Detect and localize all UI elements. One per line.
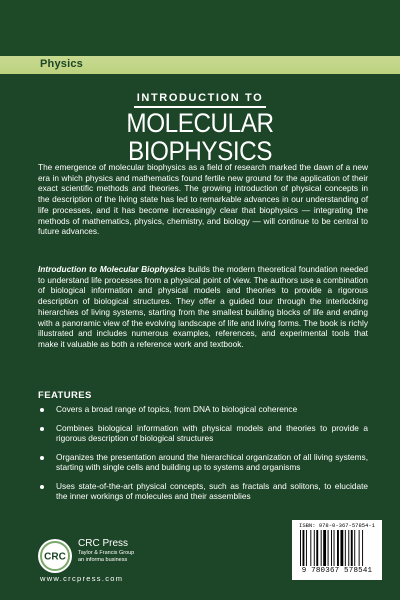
barcode-bar <box>331 530 332 566</box>
barcode-bar <box>303 530 305 566</box>
barcode-bar <box>314 530 315 566</box>
barcode-bar <box>348 530 349 566</box>
bullet-icon <box>40 427 44 431</box>
feature-item <box>38 404 368 415</box>
barcode-bars-icon <box>300 530 374 566</box>
publisher-group: Taylor & Francis Group <box>78 550 135 556</box>
barcode-bar <box>362 530 363 566</box>
barcode-bar <box>316 530 318 566</box>
description-text: builds the modern theoretical foundation needed to understand life processes from a physical point of view. The authors use a combination of biological information and physical models and theories to provide a rigorous description of biological structures. They offer a guided tour through the interlocking hierarchies of living systems, starting from the smallest building blocks of life and ending with a panoramic view of the evolving landscape of life and living forms. The book is richly illustrated and includes numerous examples, references, and experimental tools that make it valuable as both a reference work and textbook. <box>38 264 368 349</box>
publisher-subtitle <box>78 550 134 564</box>
feature-item <box>38 423 368 444</box>
book-title <box>0 92 400 164</box>
barcode-bar <box>351 530 353 566</box>
barcode-bar <box>300 530 301 566</box>
crc-logo-icon <box>36 537 74 575</box>
title-line-3: BIOPHYSICS <box>127 135 273 166</box>
isbn-label: ISBN: 978-0-367-57854-1 <box>299 522 375 529</box>
intro-paragraph: The emergence of molecular biophysics as a field of research marked the dawn of a new era in which physics and mathematics found fertile new ground for the application of their exact scientific methods and theories. The growing introduction of physical concepts in the description of the living state has led to remarkable advances in our understanding of life processes, and it has become increasingly clear that biophysics — integrating the methods of mathematics, physics, chemistry, and biology — will continue to be central to future advances. <box>38 162 368 237</box>
feature-list <box>38 404 368 510</box>
publisher-name: CRC Press <box>78 538 129 549</box>
feature-text: Combines biological information with physical models and theories to provide a rigorous description of biological structures <box>56 422 368 443</box>
feature-text: Covers a broad range of topics, from DNA to biological coherence <box>56 404 298 414</box>
barcode-bar <box>323 530 326 566</box>
bullet-icon <box>40 485 44 489</box>
barcode-bar <box>337 530 339 566</box>
feature-text: Uses state-of-the-art physical concepts, such as fractals and solitons, to elucidate the inner workings of molecules and their assemblies <box>56 480 368 501</box>
title-line-2: MOLECULAR <box>126 107 274 138</box>
barcode-bar <box>321 530 322 566</box>
barcode-bar <box>359 530 360 566</box>
logo-text: CRC <box>44 551 66 563</box>
barcode-number: 9 780367 578541 <box>301 567 373 575</box>
features-heading: FEATURES <box>38 390 92 401</box>
barcode-bar <box>306 530 307 566</box>
barcode-bar <box>334 530 335 566</box>
barcode-bar <box>345 530 346 566</box>
publisher-url: www.crcpress.com <box>40 574 124 583</box>
barcode-bar <box>328 530 329 566</box>
title-line-1: INTRODUCTION TO <box>136 92 264 104</box>
feature-item <box>38 452 368 473</box>
barcode-bar <box>340 530 343 566</box>
feature-text: Organizes the presentation around the hierarchical organization of all living systems, starting with single cells and building up to systems and organisms <box>56 451 368 472</box>
feature-item <box>38 481 368 502</box>
publisher-tagline: an informa business <box>78 557 128 563</box>
barcode-bar <box>310 530 311 566</box>
barcode <box>292 520 382 580</box>
bullet-icon <box>40 456 44 460</box>
description-paragraph <box>38 264 368 350</box>
category-label: Physics <box>40 58 83 70</box>
top-band <box>0 0 400 56</box>
barcode-bar <box>354 530 355 566</box>
description-book-title: Introduction to Molecular Biophysics <box>38 264 186 274</box>
bullet-icon <box>40 408 44 412</box>
